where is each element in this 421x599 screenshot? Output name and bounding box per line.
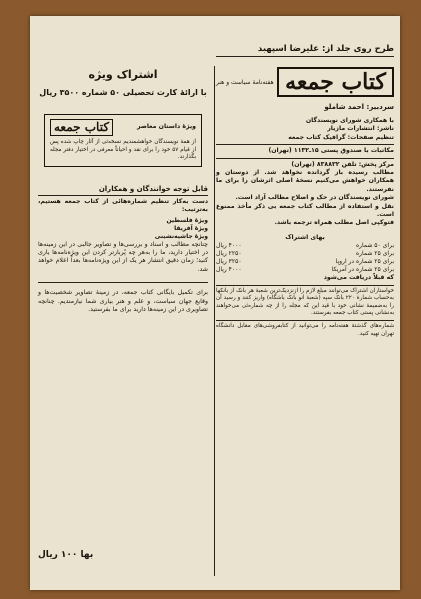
policy-paragraph: مطالب رسیده باز گردانده نخواهد شد. از دوستان و همکاران خواهش می‌کنیم نسخهٔ اصلی اثرشان را برای ما نفرستند.	[216, 169, 394, 193]
rate-row	[216, 250, 394, 258]
special-subscription-title: اشتراک ویژه	[88, 68, 158, 81]
advance-note: که قبلاً دریافت می‌شود	[323, 274, 394, 282]
policy-paragraph: شورای نویسندگان در حک و اصلاح مطالب آزاد است.	[235, 194, 394, 202]
magazine-logo-small: کتاب جمعه	[50, 119, 113, 136]
divider	[216, 320, 394, 321]
cover-credit: طرح روی جلد از: علیرضا اسپهبد	[257, 44, 394, 54]
issue-price: بها ۱۰۰ ریال	[38, 550, 94, 560]
rate-price: ۴۰۰۰ ریال	[216, 266, 242, 274]
box-header	[50, 119, 196, 136]
rate-price: ۴۰۰۰ ریال	[216, 242, 242, 250]
magazine-logo: کتاب جمعه	[277, 67, 394, 97]
column-divider	[214, 66, 215, 576]
masthead-logo-row	[216, 67, 394, 97]
policy-paragraph: نقل و استفاده از مطالب کتاب جمعه بی ذکر مأخذ ممنوع است.	[216, 202, 394, 219]
postal-address: مکاتبات با صندوق پستی ۱۵ـ۱۱۳۲ (تهران)	[268, 147, 394, 155]
archive-note: برای تکمیل بایگانی کتاب جمعه، در زمینهٔ تصاویر شخصیت‌ها و وقایع جهان سیاست، و علم و هنر بیاری شما نیازمندیم. چنانچه تصاویری در این زمینه‌ها دارید برای ما بفرستید.	[38, 289, 208, 314]
publisher-line: ناشر: انتشارات مازیار	[327, 125, 394, 133]
list-item: ویژهٔ فلسطین	[166, 216, 208, 224]
attention-intro: دست به‌کار تنظیم شماره‌هائی از کتاب جمعه هستیم، به‌ترتیب:	[38, 197, 208, 214]
divider	[216, 144, 394, 145]
publisher-line: با همکاری شورای نویسندگان	[305, 117, 394, 124]
rates-title: بهای اشتراک	[285, 233, 325, 241]
attention-title: قابل توجه خوانندگان و همکاران	[98, 184, 208, 193]
special-issues-list	[38, 217, 208, 241]
masthead-column	[216, 22, 394, 584]
divider	[38, 195, 208, 196]
rate-price: ۲۲۵۰ ریال	[216, 250, 242, 258]
subscription-rates	[216, 234, 394, 283]
box-body: از همهٔ نویسندگان خواهشمندیم نسخه‌ئی از آثار چاپ شده پس از قیام ۵۷ خود را برای نقد و احیاناً معرفی در اختیار دفتر مجله بگذارند.	[50, 139, 196, 161]
list-item: ویژهٔ آفریقا	[174, 224, 208, 232]
divider	[38, 282, 208, 283]
rate-row	[216, 242, 394, 250]
subscriber-instructions: خواستاران اشتراک می‌توانند مبلغ لازم را ازنزدیک‌ترین شعبهٔ هر بانک از بانکها به‌حساب شمارهٔ ۲۲۰ بانک سپه (شعبهٔ انو بانک باشگاه) واریز کنند و رسید آن را به‌ضمیمهٔ نشانی خود با قید این که مجله را از چه شماره‌ئی می‌خواهند به‌نشانی پستی کتاب جمعه بفرستند.	[216, 287, 394, 317]
divider	[216, 285, 394, 286]
box-title: ویژهٔ داستان معاصر	[137, 123, 196, 131]
rate-label: برای ۲۵ شماره در اروپا	[335, 258, 394, 266]
back-issues-note: شماره‌های گذشتهٔ هفته‌نامه را می‌توانید از کتابفروشی‌های مقابل دانشگاه تهران تهیه کنید.	[216, 323, 394, 337]
rate-label: برای ۲۵ شماره	[356, 250, 394, 258]
attention-body: چنانچه مطالب و اسناد و بررسی‌ها و تصاویر جالبی در این زمینه‌ها در اختیار دارید، ما را به‌هر چه پُربارتر کردن این ویژه‌نامه‌ها یاری کنید؛ زمان دقیق انتشار هر یک از این ویژه‌نامه‌ها بعداً اعلام خواهد شد.	[38, 240, 208, 273]
special-subscription-body: با ارائهٔ کارت تحصیلی ۵۰ شماره ۳۵۰۰ ریال	[39, 88, 207, 97]
policy-paragraph: فتوکپی اصل مطلب همراه ترجمه باشد.	[274, 219, 394, 227]
notices-column	[38, 22, 208, 584]
divider	[216, 158, 394, 159]
masthead-page	[38, 22, 394, 584]
rate-price: ۳۲۵۰ ریال	[216, 258, 242, 266]
contemporary-fiction-box	[44, 114, 202, 167]
list-item: ویژهٔ جاشیه‌نشینی	[154, 232, 208, 240]
divider	[216, 56, 394, 57]
publisher-info	[216, 117, 394, 142]
magazine-tagline: هفته‌نامهٔ سیاست و هنر	[216, 78, 274, 86]
distribution-line: مرکز پخش: تلفن ۸۳۸۸۳۲ (تهران)	[291, 160, 394, 168]
rate-label: برای ۲۵ شماره در آمریکا	[331, 266, 394, 274]
editor-line: سردبیر: احمد شاملو	[324, 103, 394, 111]
rate-label: برای ۵۰ شماره	[356, 242, 394, 250]
publisher-line: تنظیم صفحات: گرافیک کتاب جمعه	[288, 133, 394, 141]
